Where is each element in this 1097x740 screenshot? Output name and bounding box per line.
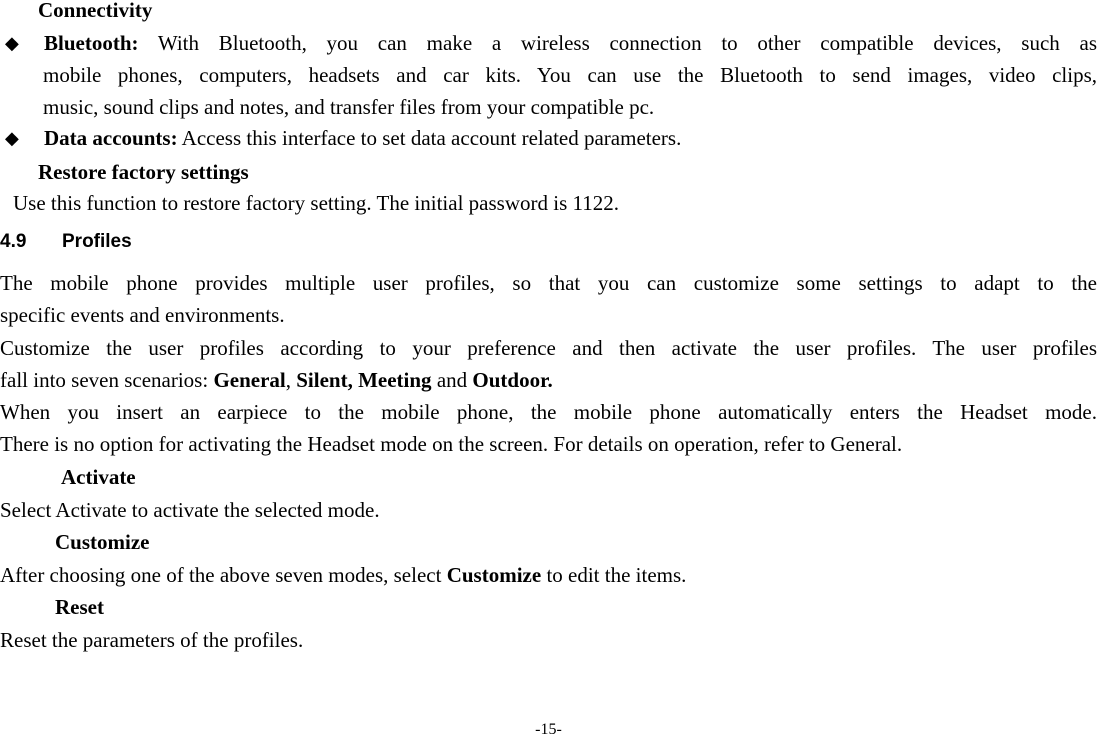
scenario-outdoor: Outdoor.: [472, 368, 552, 392]
bluetooth-line-1: [44, 31, 1097, 55]
scenarios-prefix: fall into seven scenarios:: [0, 368, 213, 392]
section-title: Profiles: [62, 231, 132, 252]
customize-text-suffix: to edit the items.: [541, 563, 686, 587]
reset-heading: Reset: [55, 595, 104, 619]
scenario-silent-meeting: Silent, Meeting: [296, 368, 431, 392]
customize-text-bold: Customize: [447, 563, 541, 587]
reset-text: Reset the parameters of the profiles.: [0, 628, 303, 652]
scenarios-comma: ,: [286, 368, 297, 392]
activate-text: Select Activate to activate the selected mode.: [0, 498, 380, 522]
page-number: -15-: [0, 720, 1097, 740]
scenario-general: General: [213, 368, 285, 392]
profiles-para1-line1: The mobile phone provides multiple user profiles, so that you can customize some settings to adapt to the: [0, 271, 1097, 295]
diamond-bullet-icon: ◆: [5, 126, 19, 150]
profiles-para3-line1: When you insert an earpiece to the mobile phone, the mobile phone automatically enters the Headset mode.: [0, 400, 1097, 424]
data-accounts-text: Access this interface to set data account related parameters.: [178, 126, 682, 150]
customize-text: [0, 563, 686, 587]
bluetooth-text-1: With Bluetooth, you can make a wireless connection to other compatible devices, such as: [139, 31, 1097, 55]
data-accounts-term: Data accounts:: [44, 126, 178, 150]
section-number: 4.9: [0, 230, 62, 254]
bluetooth-line-3: music, sound clips and notes, and transfer files from your compatible pc.: [43, 95, 654, 119]
profiles-para3-line2: There is no option for activating the Headset mode on the screen. For details on operation, refer to General.: [0, 432, 902, 456]
connectivity-heading: Connectivity: [38, 0, 152, 22]
bluetooth-term: Bluetooth:: [44, 31, 139, 55]
data-accounts-line: [44, 126, 681, 150]
restore-text: Use this function to restore factory setting. The initial password is 1122.: [13, 191, 619, 215]
bluetooth-line-2: mobile phones, computers, headsets and car kits. You can use the Bluetooth to send images, video clips,: [43, 63, 1097, 87]
profiles-para1-line2: specific events and environments.: [0, 303, 285, 327]
restore-heading: Restore factory settings: [38, 160, 249, 184]
diamond-bullet-icon: ◆: [5, 31, 19, 55]
section-heading-profiles: [0, 230, 132, 254]
activate-heading: Activate: [61, 465, 136, 489]
scenarios-and: and: [432, 368, 473, 392]
profiles-para2-line2: [0, 368, 553, 392]
profiles-para2-line1: Customize the user profiles according to your preference and then activate the user profiles. The user profiles: [0, 336, 1097, 360]
customize-heading: Customize: [55, 530, 149, 554]
customize-text-prefix: After choosing one of the above seven modes, select: [0, 563, 447, 587]
